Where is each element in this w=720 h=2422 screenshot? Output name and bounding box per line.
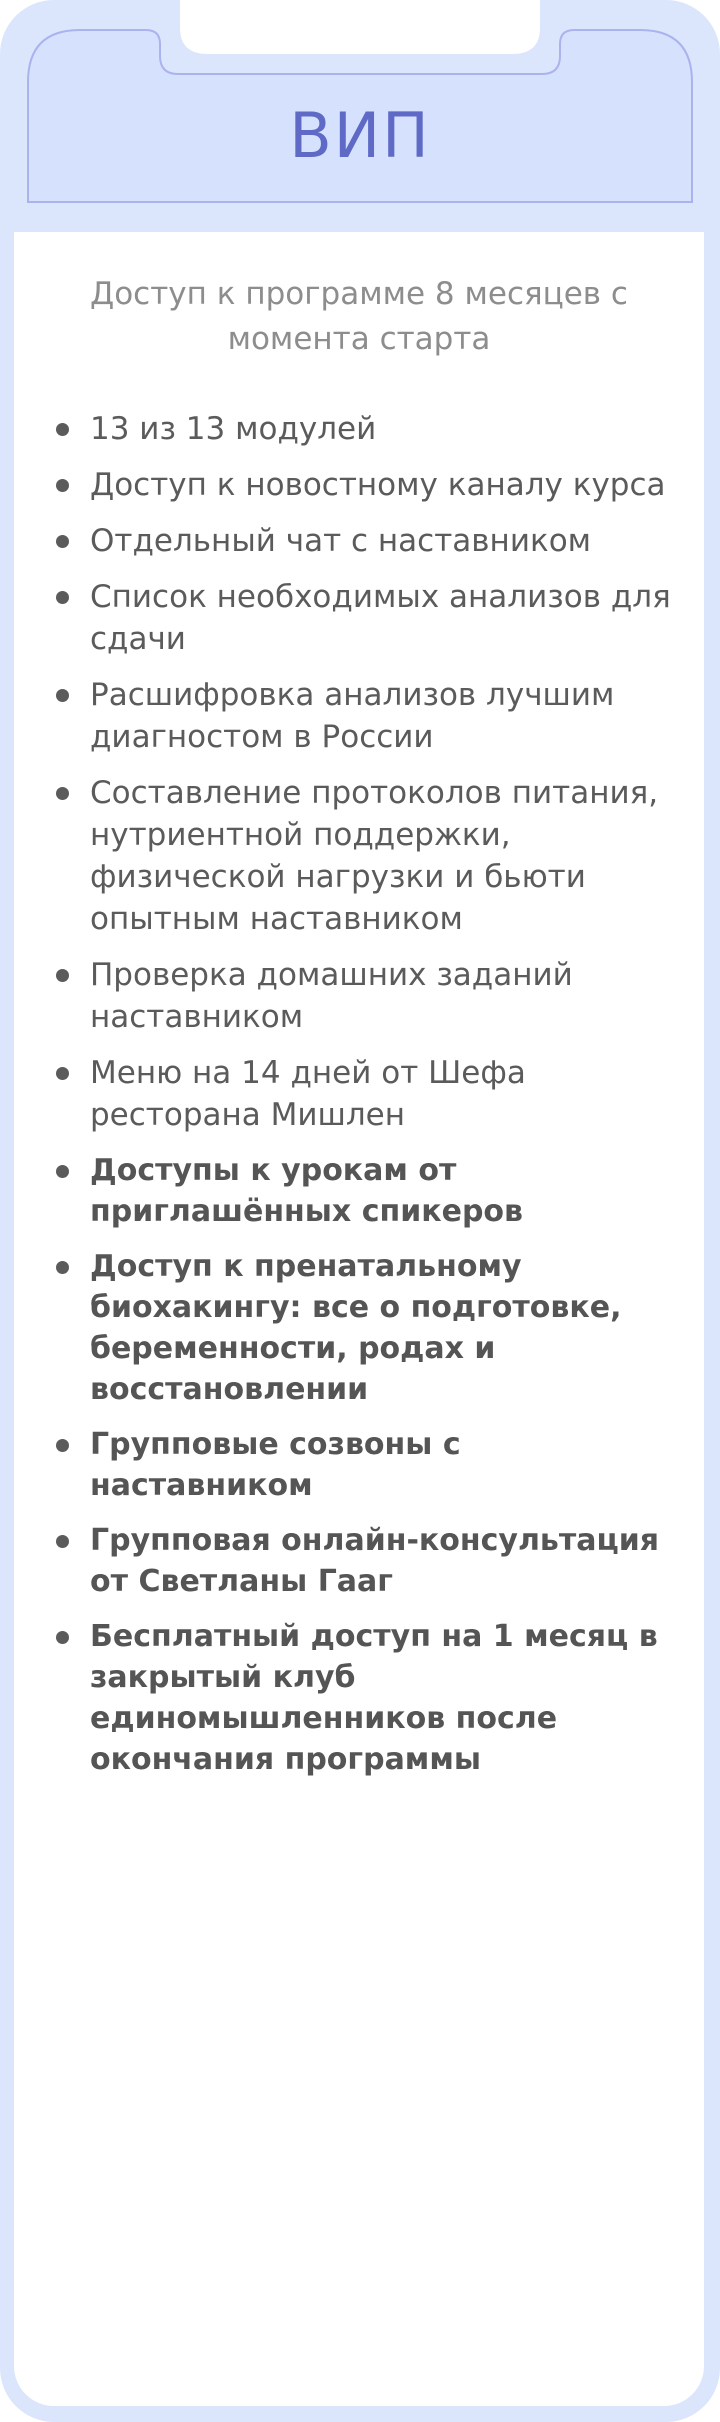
feature-item: [14, 1246, 704, 1410]
bullet-dot-icon: [56, 423, 69, 436]
feature-item: [14, 520, 704, 562]
plan-card: [14, 232, 704, 2406]
bullet-dot-icon: [56, 535, 69, 548]
bullet-dot-icon: [56, 689, 69, 702]
feature-text: Доступ к новостному каналу курса: [90, 467, 666, 503]
feature-item: [14, 1520, 704, 1602]
bullet-dot-icon: [56, 1067, 69, 1080]
feature-text: Составление протоколов питания, нутриентной поддержки, физической нагрузки и бьюти опытным наставником: [90, 775, 659, 937]
feature-text: Расшифровка анализов лучшим диагностом в России: [90, 677, 615, 755]
feature-item: [14, 1052, 704, 1136]
feature-item: [14, 1424, 704, 1506]
feature-text: Меню на 14 дней от Шефа ресторана Мишлен: [90, 1055, 526, 1133]
feature-text: Бесплатный доступ на 1 месяц в закрытый клуб единомышленников после окончания программы: [90, 1619, 658, 1777]
feature-text: Групповая онлайн-консультация от Светланы Гааг: [90, 1523, 660, 1599]
bullet-dot-icon: [56, 1165, 69, 1178]
feature-item: [14, 1616, 704, 1780]
bullet-dot-icon: [56, 1439, 69, 1452]
plan-title: ВИП: [289, 99, 431, 172]
bullet-dot-icon: [56, 969, 69, 982]
bullet-dot-icon: [56, 479, 69, 492]
bullet-dot-icon: [56, 591, 69, 604]
feature-item: [14, 772, 704, 940]
bullet-dot-icon: [56, 1631, 69, 1644]
feature-item: [14, 576, 704, 660]
feature-text: Проверка домашних заданий наставником: [90, 957, 573, 1035]
bullet-dot-icon: [56, 1535, 69, 1548]
feature-item: [14, 674, 704, 758]
feature-text: Доступы к урокам от приглашённых спикеров: [90, 1153, 524, 1229]
bullet-dot-icon: [56, 787, 69, 800]
feature-item: [14, 464, 704, 506]
feature-item: [14, 1150, 704, 1232]
feature-text: Групповые созвоны с наставником: [90, 1427, 461, 1503]
feature-item: [14, 408, 704, 450]
feature-item: [14, 954, 704, 1038]
feature-text: 13 из 13 модулей: [90, 411, 377, 447]
bullet-dot-icon: [56, 1261, 69, 1274]
plan-subtitle: Доступ к программе 8 месяцев с момента старта: [90, 276, 628, 357]
features-list: [14, 408, 704, 1794]
feature-text: Доступ к пренатальному биохакингу: все о подготовке, беременности, родах и восстановлении: [90, 1249, 622, 1407]
feature-text: Отдельный чат с наставником: [90, 523, 592, 559]
feature-text: Список необходимых анализов для сдачи: [90, 579, 671, 657]
